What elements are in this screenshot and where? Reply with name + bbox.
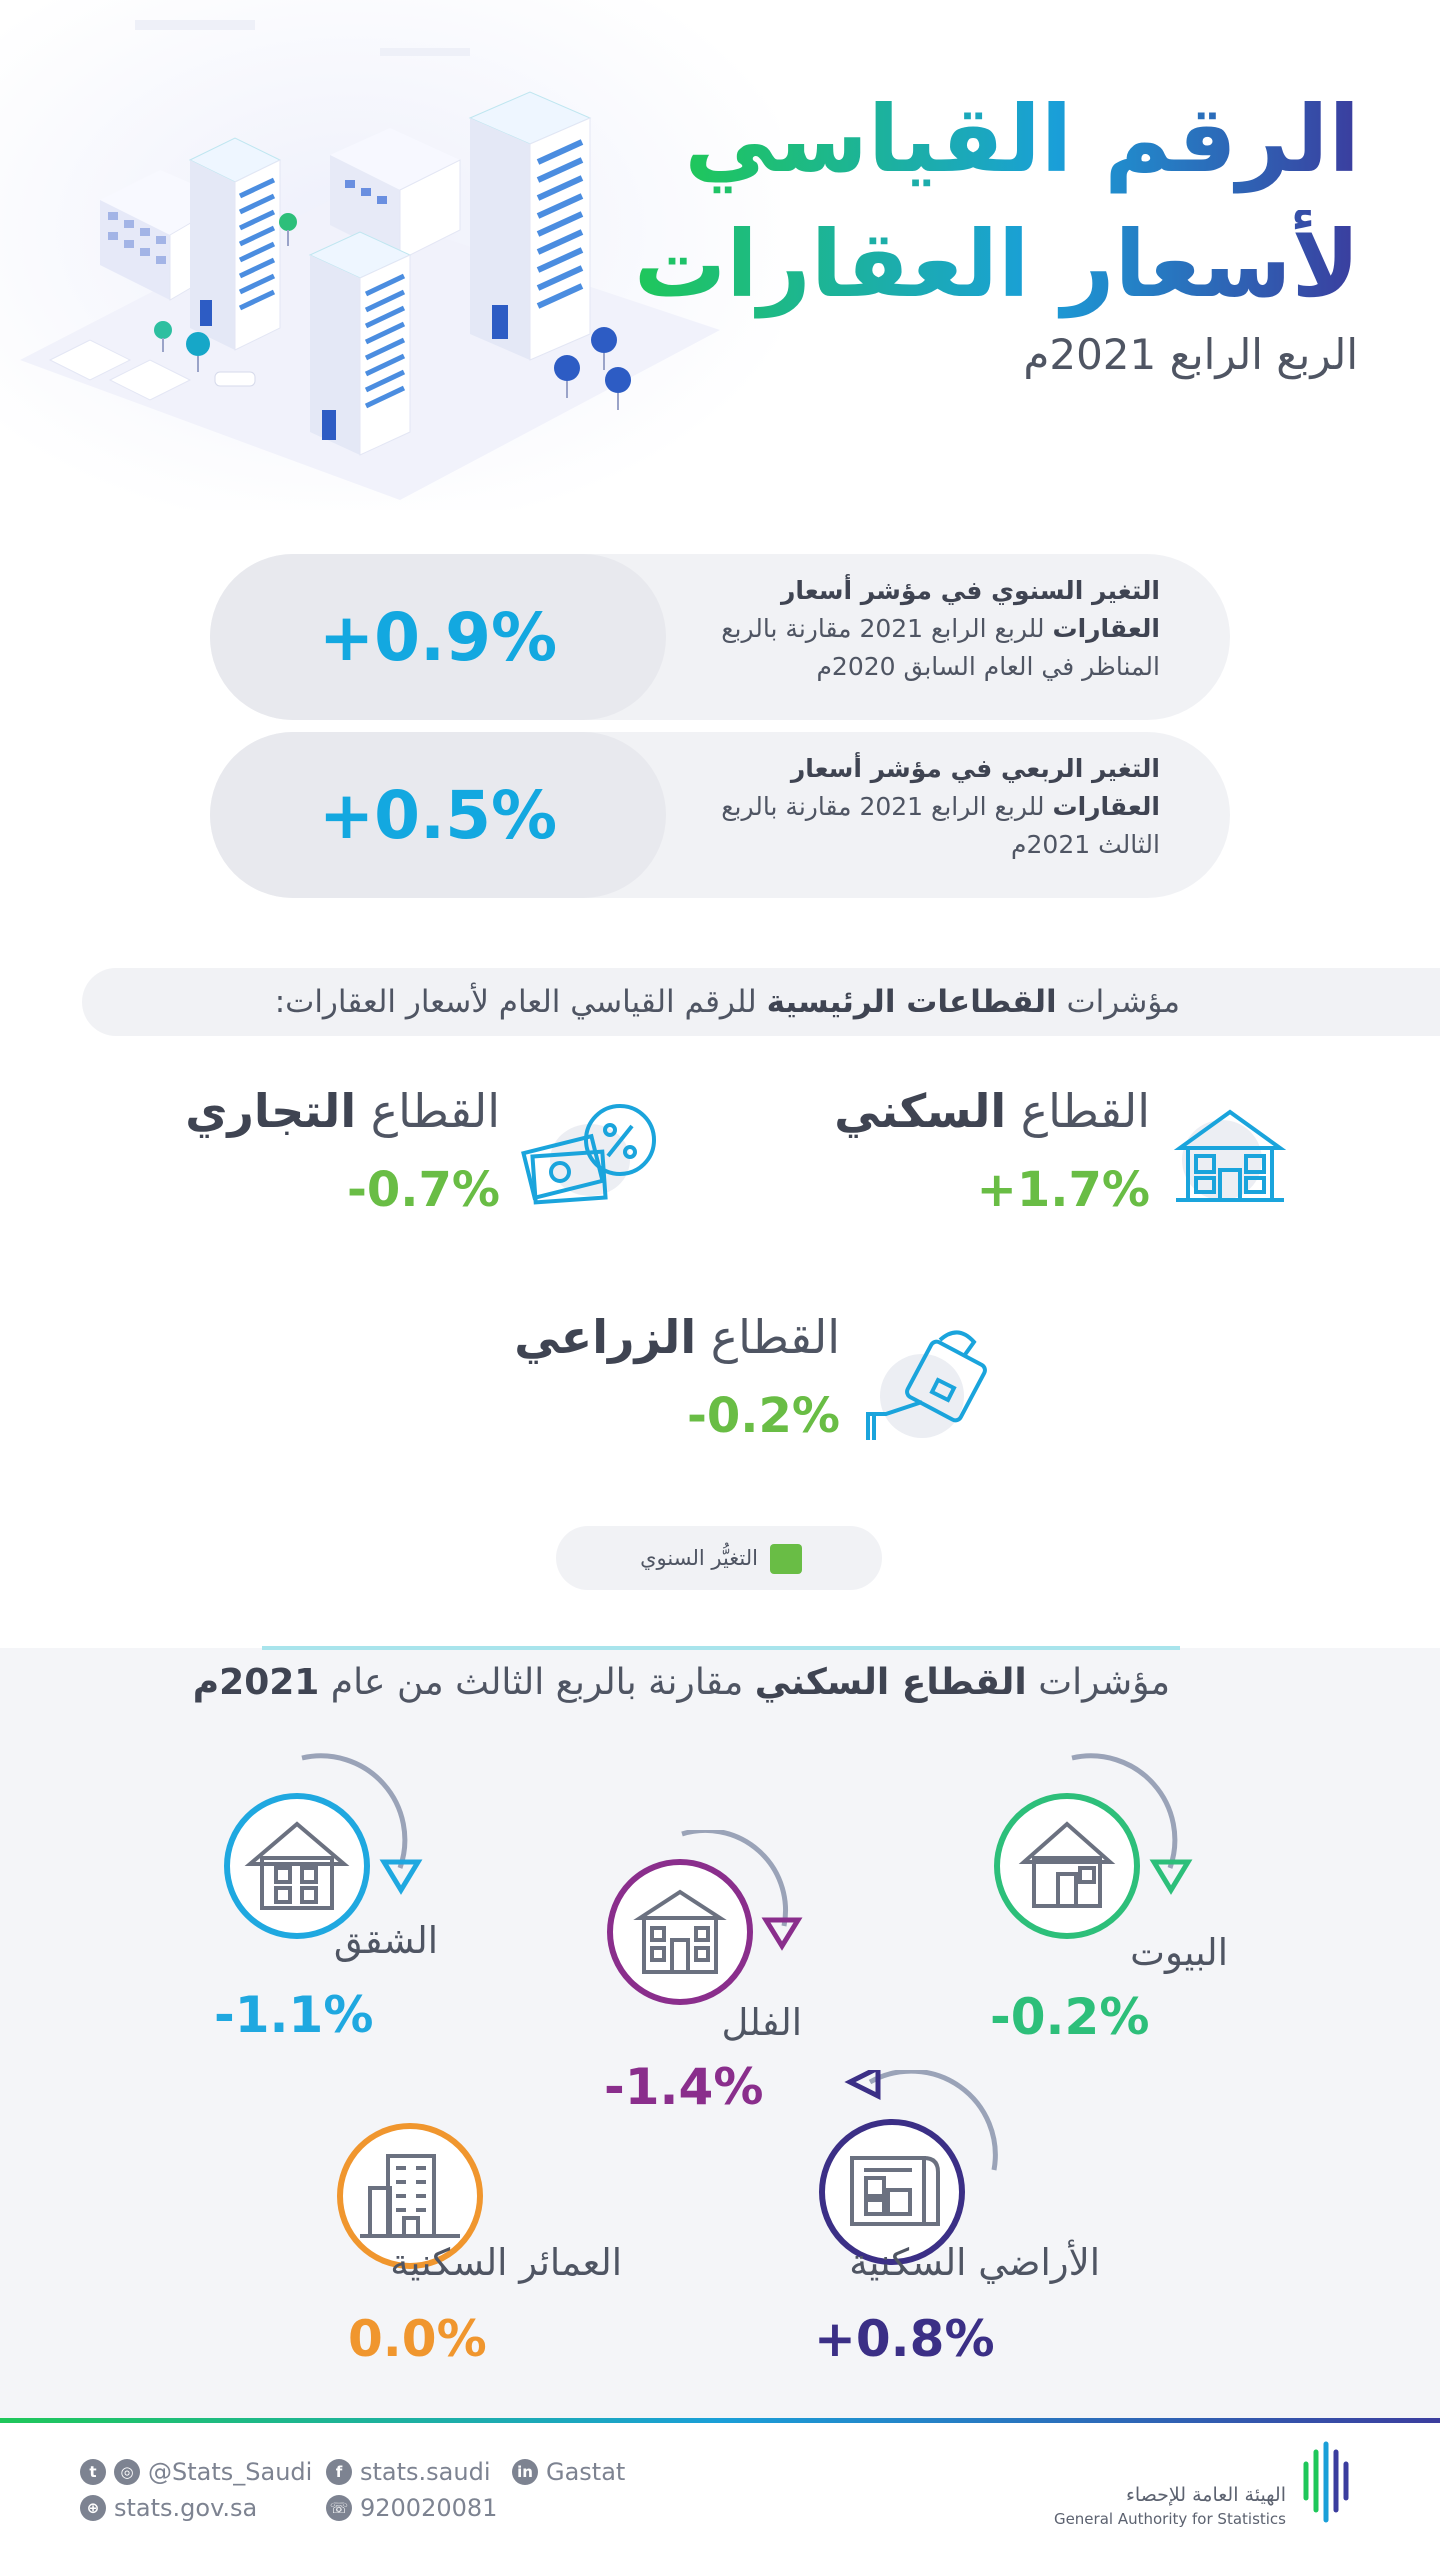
- org-name-arabic: الهيئة العامة للإحصاء: [1125, 2484, 1286, 2506]
- social-phone[interactable]: [326, 2494, 497, 2522]
- quarterly-change-description-rest: للربع الرابع 2021 مقارنة بالربع الثالث 2021م: [721, 792, 1160, 859]
- villas-label: الفلل: [721, 2001, 802, 2044]
- sector-residential-name-bold: السكني: [834, 1084, 1007, 1138]
- page-title-line1: الرقم القياسي: [684, 85, 1360, 195]
- social-linkedin-handle: Gastat: [546, 2458, 626, 2486]
- page-title-line2: لأسعار العقارات: [634, 210, 1360, 320]
- annual-change-description: [690, 572, 1160, 686]
- residential-land-label: الأراضي السكنية: [849, 2241, 1100, 2284]
- gastat-logo-icon: [1296, 2440, 1356, 2524]
- social-linkedin[interactable]: [512, 2458, 625, 2486]
- sector-commercial-value: -0.7%: [346, 1162, 500, 1218]
- social-twitter-handle: @Stats_Saudi: [148, 2458, 313, 2486]
- sectors-title-pre: مؤشرات: [1056, 984, 1180, 1020]
- quarterly-change-card: [210, 732, 1230, 898]
- residential-land-value: +0.8%: [814, 2310, 995, 2368]
- sectors-title-bold: القطاعات الرئيسية: [766, 984, 1057, 1020]
- linkedin-icon: in: [512, 2459, 538, 2485]
- sector-commercial-name-pre: القطاع: [356, 1084, 500, 1138]
- sector-agricultural-name-pre: القطاع: [696, 1310, 840, 1364]
- sector-commercial-name: [185, 1084, 500, 1138]
- footer-gradient-line: [0, 2418, 1440, 2423]
- social-facebook-handle: stats.saudi: [360, 2458, 491, 2486]
- apartments-value: -1.1%: [214, 1986, 374, 2044]
- sectors-section-title: [275, 968, 1180, 1036]
- social-website[interactable]: [80, 2494, 257, 2522]
- apartments-label: الشقق: [333, 1919, 438, 1962]
- sectors-section-bar: [82, 968, 1440, 1036]
- sector-agricultural-value: -0.2%: [686, 1388, 840, 1444]
- facebook-icon: f: [326, 2459, 352, 2485]
- sector-residential-name-pre: القطاع: [1006, 1084, 1150, 1138]
- sector-residential-value: +1.7%: [976, 1162, 1150, 1218]
- sector-commercial-name-bold: التجاري: [185, 1084, 357, 1138]
- houses-icon: [980, 1750, 1220, 1950]
- social-phone-number: 920020081: [360, 2494, 498, 2522]
- residential-buildings-label: العمائر السكنية: [390, 2241, 622, 2284]
- social-website-text: stats.gov.sa: [114, 2494, 258, 2522]
- twitter-icon: t: [80, 2459, 106, 2485]
- quarterly-change-value: +0.5%: [210, 732, 666, 898]
- globe-icon: ⊕: [80, 2495, 106, 2521]
- commercial-money-percent-icon: [520, 1100, 666, 1210]
- res-title-pre: مؤشرات: [1026, 1662, 1170, 1703]
- org-name-english: General Authority for Statistics: [1053, 2510, 1286, 2528]
- sector-agricultural-name-bold: الزراعي: [514, 1310, 697, 1364]
- residential-panel-top-line: [262, 1646, 1180, 1650]
- agriculture-watering-can-icon: [860, 1320, 996, 1450]
- quarterly-change-description: [690, 750, 1160, 864]
- legend-swatch: [770, 1544, 802, 1574]
- social-facebook[interactable]: [326, 2458, 491, 2486]
- residential-section-title: [193, 1662, 1170, 1703]
- annual-change-description-rest: للربع الرابع 2021 مقارنة بالربع المناظر في العام السابق 2020م: [721, 614, 1160, 681]
- social-twitter-instagram[interactable]: [80, 2458, 312, 2486]
- res-title-bold: القطاع السكني: [754, 1662, 1027, 1703]
- legend: [556, 1526, 882, 1590]
- villas-value: -1.4%: [604, 2058, 764, 2116]
- residential-house-icon: [1170, 1100, 1290, 1210]
- houses-value: -0.2%: [990, 1988, 1150, 2046]
- houses-label: البيوت: [1130, 1931, 1228, 1974]
- annual-change-description-bold: التغير السنوي في مؤشر أسعار العقارات: [780, 576, 1160, 643]
- res-title-mid: مقارنة بالربع الثالث من عام: [319, 1662, 755, 1703]
- sector-agricultural-name: [514, 1310, 840, 1364]
- sector-residential-name: [834, 1084, 1150, 1138]
- residential-buildings-value: 0.0%: [348, 2310, 487, 2368]
- villas-icon: [600, 1830, 820, 2020]
- annual-change-card: [210, 554, 1230, 720]
- annual-change-value: +0.9%: [210, 554, 666, 720]
- quarterly-change-description-bold: التغير الربعي في مؤشر أسعار العقارات: [790, 754, 1160, 821]
- legend-label: التغيُّر السنوي: [640, 1546, 758, 1570]
- res-title-year: 2021م: [192, 1662, 320, 1703]
- phone-icon: ☏: [326, 2495, 352, 2521]
- page-subtitle: الربع الرابع 2021م: [1023, 330, 1358, 379]
- sectors-title-post: للرقم القياسي العام لأسعار العقارات:: [274, 984, 767, 1020]
- instagram-icon: ◎: [114, 2459, 140, 2485]
